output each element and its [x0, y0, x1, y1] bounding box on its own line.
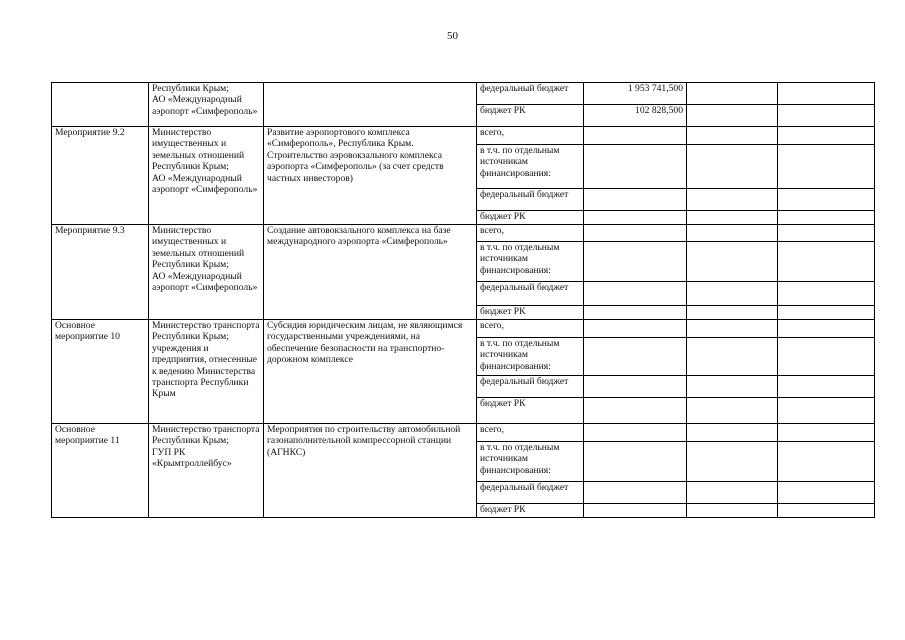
funding-amount	[584, 482, 687, 504]
funding-amount	[584, 282, 687, 306]
funding-amount	[584, 442, 687, 482]
empty-cell	[778, 225, 875, 242]
executor-cell: Республики Крым; АО «Международный аэропорт «Симферополь»	[149, 83, 264, 127]
empty-cell	[778, 482, 875, 504]
funding-amount	[584, 242, 687, 282]
executor-cell: Министерство имущественных и земельных отношений Республики Крым; АО «Международный аэропорт «Симферополь»	[149, 225, 264, 320]
funding-source-label: федеральный бюджет	[477, 482, 584, 504]
empty-cell	[778, 306, 875, 320]
funding-amount: 102 828,500	[584, 105, 687, 127]
funding-amount	[584, 338, 687, 376]
funding-amount	[584, 127, 687, 145]
description-cell: Субсидия юридическим лицам, не являющимся государственными учреждениями, на обеспечение безопасности на транспортно-дорожном комплексе	[264, 320, 477, 424]
funding-amount	[584, 424, 687, 442]
funding-amount	[584, 306, 687, 320]
empty-cell	[687, 338, 778, 376]
empty-cell	[687, 306, 778, 320]
funding-source-label: федеральный бюджет	[477, 83, 584, 105]
measure-cell: Основное мероприятие 10	[52, 320, 149, 424]
funding-amount	[584, 398, 687, 424]
table-row	[52, 225, 875, 242]
empty-cell	[778, 442, 875, 482]
empty-cell	[778, 398, 875, 424]
funding-source-label: в т.ч. по отдельным источникам финансирования:	[477, 242, 584, 282]
empty-cell	[778, 211, 875, 225]
empty-cell	[687, 504, 778, 518]
funding-amount	[584, 145, 687, 189]
empty-cell	[687, 442, 778, 482]
funding-source-label: всего,	[477, 320, 584, 338]
funding-amount	[584, 504, 687, 518]
empty-cell	[687, 320, 778, 338]
empty-cell	[778, 189, 875, 211]
empty-cell	[687, 225, 778, 242]
empty-cell	[687, 127, 778, 145]
funding-source-label: в т.ч. по отдельным источникам финансирования:	[477, 145, 584, 189]
measure-cell: Мероприятие 9.2	[52, 127, 149, 225]
empty-cell	[687, 242, 778, 282]
table-row	[52, 83, 875, 105]
empty-cell	[687, 105, 778, 127]
funding-source-label: в т.ч. по отдельным источникам финансирования:	[477, 338, 584, 376]
funding-amount	[584, 320, 687, 338]
description-cell: Мероприятия по строительству автомобильной газонаполнительной компрессорной станции (АГНКС)	[264, 424, 477, 518]
funding-source-label: бюджет РК	[477, 211, 584, 225]
table-row	[52, 424, 875, 442]
funding-source-label: в т.ч. по отдельным источникам финансирования:	[477, 442, 584, 482]
funding-amount	[584, 211, 687, 225]
empty-cell	[687, 145, 778, 189]
empty-cell	[778, 320, 875, 338]
funding-source-label: бюджет РК	[477, 306, 584, 320]
empty-cell	[687, 376, 778, 398]
funding-source-label: всего,	[477, 225, 584, 242]
executor-cell: Министерство транспорта Республики Крым; учреждения и предприятия, отнесенные к ведению Министерства транспорта Республики Крым	[149, 320, 264, 424]
measure-cell: Мероприятие 9.3	[52, 225, 149, 320]
empty-cell	[778, 424, 875, 442]
empty-cell	[778, 504, 875, 518]
funding-source-label: федеральный бюджет	[477, 376, 584, 398]
funding-amount: 1 953 741,500	[584, 83, 687, 105]
empty-cell	[778, 376, 875, 398]
description-cell: Создание автовокзального комплекса на базе международного аэропорта «Симферополь»	[264, 225, 477, 320]
empty-cell	[687, 211, 778, 225]
table-row	[52, 320, 875, 338]
empty-cell	[778, 145, 875, 189]
funding-source-label: бюджет РК	[477, 398, 584, 424]
empty-cell	[778, 105, 875, 127]
description-cell	[264, 83, 477, 127]
table-row	[52, 127, 875, 145]
funding-source-label: федеральный бюджет	[477, 189, 584, 211]
empty-cell	[778, 338, 875, 376]
measure-cell: Основное мероприятие 11	[52, 424, 149, 518]
funding-amount	[584, 189, 687, 211]
empty-cell	[687, 398, 778, 424]
page-number: 50	[447, 30, 458, 42]
measure-cell	[52, 83, 149, 127]
empty-cell	[687, 282, 778, 306]
empty-cell	[778, 127, 875, 145]
funding-amount	[584, 225, 687, 242]
program-measures-table	[51, 82, 875, 518]
funding-source-label: всего,	[477, 424, 584, 442]
empty-cell	[687, 189, 778, 211]
empty-cell	[778, 242, 875, 282]
funding-source-label: всего,	[477, 127, 584, 145]
funding-source-label: бюджет РК	[477, 504, 584, 518]
executor-cell: Министерство имущественных и земельных отношений Республики Крым; АО «Международный аэропорт «Симферополь»	[149, 127, 264, 225]
funding-amount	[584, 376, 687, 398]
funding-source-label: федеральный бюджет	[477, 282, 584, 306]
funding-source-label: бюджет РК	[477, 105, 584, 127]
executor-cell: Министерство транспорта Республики Крым; ГУП РК «Крымтроллейбус»	[149, 424, 264, 518]
empty-cell	[778, 83, 875, 105]
empty-cell	[778, 282, 875, 306]
empty-cell	[687, 482, 778, 504]
empty-cell	[687, 424, 778, 442]
empty-cell	[687, 83, 778, 105]
description-cell: Развитие аэропортового комплекса «Симферополь», Республика Крым. Строительство аэровокзального комплекса аэропорта «Симферополь» (за счет средств частных инвесторов)	[264, 127, 477, 225]
